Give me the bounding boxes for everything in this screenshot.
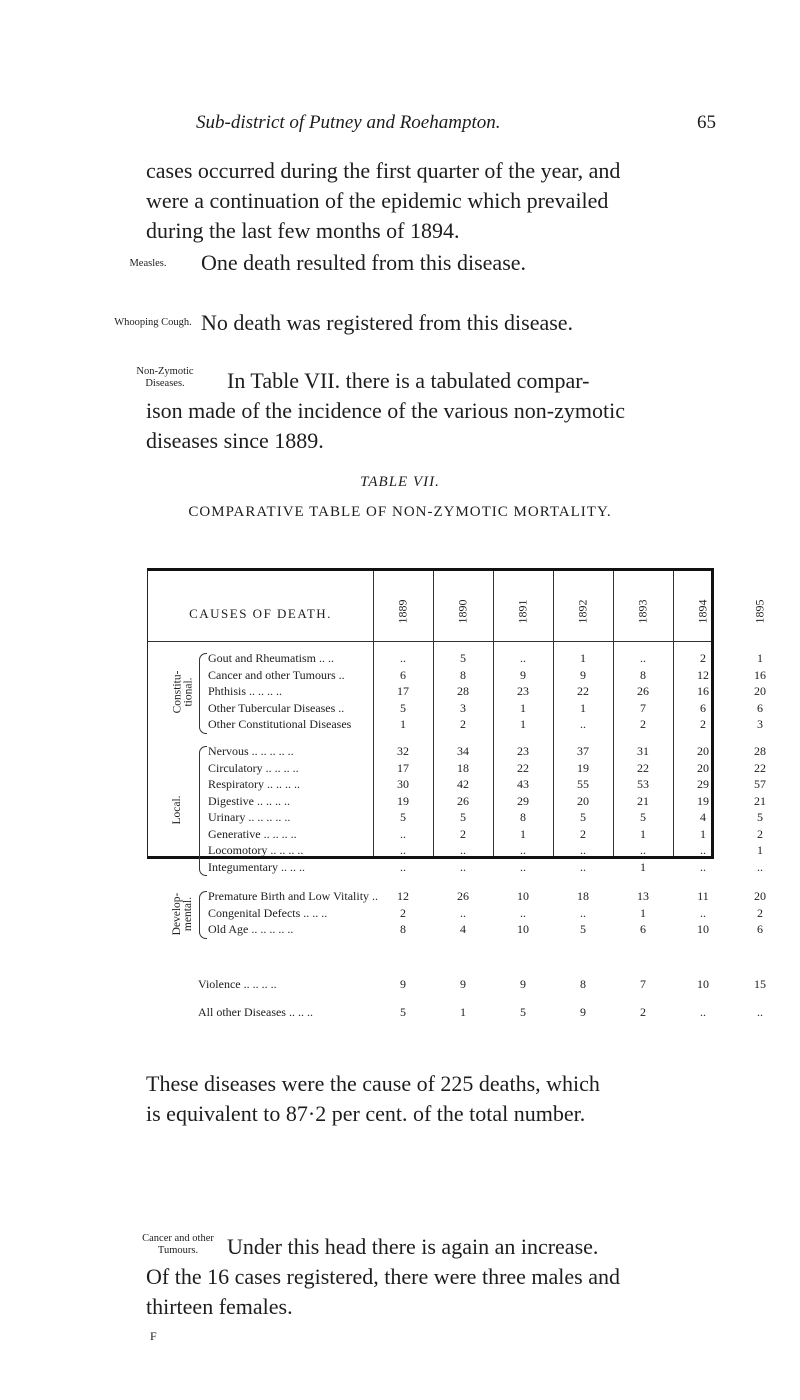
value-cell: 2: [400, 905, 406, 920]
value-cell: 22: [517, 760, 529, 775]
value-cell: 8: [640, 667, 646, 682]
value-cell: 10: [697, 922, 709, 936]
value-cell: 30: [397, 777, 409, 791]
value-cell: 28: [754, 744, 766, 758]
value-cell: 5: [580, 922, 586, 936]
year-label: 1889: [395, 599, 410, 623]
value-cell: 5: [400, 810, 406, 824]
value-cell: 1: [580, 651, 586, 665]
value-cell: ..: [640, 843, 646, 857]
value-cell: ..: [520, 859, 526, 874]
value-cell: 2: [460, 826, 466, 841]
table-title: COMPARATIVE TABLE OF NON-ZYMOTIC MORTALITY.: [188, 504, 612, 520]
value-cell: 8: [400, 922, 406, 936]
value-cell: 23: [517, 684, 529, 698]
cancer-first-line: Under this head there is again an increase.: [227, 1234, 599, 1259]
value-cell: 9: [520, 667, 526, 682]
row-label: Congenital Defects .. .. ..: [208, 905, 328, 920]
year-header: [373, 591, 433, 631]
value-cell: ..: [400, 651, 406, 665]
value-cell: ..: [520, 651, 526, 665]
value-cell: ..: [580, 905, 586, 920]
value-cell: 19: [697, 793, 709, 808]
value-cell: ..: [640, 651, 646, 665]
value-cell: 4: [700, 810, 706, 824]
value-cell: 1: [700, 826, 706, 841]
value-cell: 17: [397, 684, 409, 698]
cancer-margin-label: Cancer and other Tumours.: [142, 1233, 214, 1256]
row-label: Generative .. .. .. ..: [208, 826, 297, 841]
row-label: Premature Birth and Low Vitality ..: [208, 889, 379, 903]
value-cell: ..: [580, 843, 586, 857]
row-label: Nervous .. .. .. .. ..: [208, 744, 294, 758]
value-cell: 17: [397, 760, 409, 775]
non-zymotic-margin-label: Non-Zymotic Diseases.: [136, 366, 194, 389]
value-cell: 5: [460, 651, 466, 665]
value-cell: 1: [757, 651, 763, 665]
value-cell: 26: [457, 889, 469, 903]
value-cell: 22: [754, 760, 766, 775]
value-cell: 32: [397, 744, 409, 758]
row-label: Locomotory .. .. .. ..: [208, 843, 304, 857]
value-cell: 29: [697, 777, 709, 791]
row-label: Phthisis .. .. .. ..: [208, 684, 283, 698]
value-cell: 5: [640, 810, 646, 824]
value-cell: ..: [460, 843, 466, 857]
value-cell: 20: [754, 889, 766, 903]
non-zymotic-paragraph: ison made of the incidence of the various non-zymotic diseases since 1889.: [146, 398, 625, 453]
value-cell: 15: [754, 977, 766, 991]
value-cell: 5: [520, 1005, 526, 1019]
value-cell: 1: [400, 717, 406, 731]
value-cell: 26: [637, 684, 649, 698]
group-brace: [199, 653, 207, 734]
running-title: Sub-district of Putney and Roehampton.: [196, 112, 501, 133]
value-cell: 20: [754, 684, 766, 698]
year-header: [730, 591, 790, 631]
group-label: [172, 744, 198, 876]
value-cell: 18: [457, 760, 469, 775]
value-cell: ..: [700, 905, 706, 920]
value-cell: ..: [700, 859, 706, 874]
year-header: [553, 591, 613, 631]
value-cell: 34: [457, 744, 469, 758]
group-label-part: Constitu-: [171, 670, 183, 714]
year-header: [433, 591, 493, 631]
year-header: [673, 591, 733, 631]
value-cell: 18: [577, 889, 589, 903]
value-cell: 53: [637, 777, 649, 791]
value-cell: 1: [520, 826, 526, 841]
value-cell: 6: [400, 667, 406, 682]
year-label: 1895: [752, 599, 767, 623]
row-label: Digestive .. .. .. ..: [208, 793, 290, 808]
intro-line: cases occurred during the first quarter of the year, and: [146, 158, 621, 183]
group-label-part: Local.: [171, 795, 183, 825]
value-cell: 12: [397, 889, 409, 903]
value-cell: ..: [520, 843, 526, 857]
group-label: [172, 651, 198, 734]
value-cell: 4: [460, 922, 466, 936]
cancer-paragraph: Of the 16 cases registered, there were three males and thirteen females.: [146, 1264, 620, 1319]
group-label-part: Develop-: [171, 892, 183, 936]
value-cell: ..: [580, 717, 586, 731]
row-label: Violence .. .. .. ..: [198, 977, 277, 991]
value-cell: 5: [580, 810, 586, 824]
value-cell: ..: [700, 843, 706, 857]
year-label: 1891: [515, 599, 530, 623]
value-cell: 28: [457, 684, 469, 698]
group-label-part: tional.: [182, 677, 194, 707]
value-cell: 37: [577, 744, 589, 758]
row-label: Gout and Rheumatism .. ..: [208, 651, 334, 665]
row-label: Other Tubercular Diseases ..: [208, 700, 345, 715]
year-label: 1890: [455, 599, 470, 623]
value-cell: ..: [700, 1005, 706, 1019]
year-label: 1892: [575, 599, 590, 623]
group-brace: [199, 746, 207, 876]
group-brace: [199, 891, 207, 939]
row-label: Other Constitutional Diseases: [208, 717, 352, 731]
value-cell: 55: [577, 777, 589, 791]
value-cell: 2: [757, 826, 763, 841]
value-cell: 9: [580, 667, 586, 682]
value-cell: 9: [460, 977, 466, 991]
value-cell: 9: [400, 977, 406, 991]
row-label: Circulatory .. .. .. ..: [208, 760, 299, 775]
value-cell: 1: [460, 1005, 466, 1019]
value-cell: 43: [517, 777, 529, 791]
header-rule: [148, 641, 711, 642]
value-cell: 29: [517, 793, 529, 808]
value-cell: 42: [457, 777, 469, 791]
value-cell: 7: [640, 977, 646, 991]
value-cell: 9: [520, 977, 526, 991]
value-cell: 9: [580, 1005, 586, 1019]
value-cell: 10: [517, 922, 529, 936]
intro-line: were a continuation of the epidemic which prevailed: [146, 188, 609, 213]
value-cell: 10: [517, 889, 529, 903]
year-header: [493, 591, 553, 631]
row-label: Respiratory .. .. .. ..: [208, 777, 300, 791]
row-label: Integumentary .. .. ..: [208, 859, 305, 874]
value-cell: 8: [460, 667, 466, 682]
value-cell: 26: [457, 793, 469, 808]
row-label: All other Diseases .. .. ..: [198, 1005, 313, 1019]
value-cell: ..: [400, 859, 406, 874]
mortality-table: [147, 568, 767, 1019]
value-cell: 8: [580, 977, 586, 991]
value-cell: ..: [520, 905, 526, 920]
value-cell: 20: [577, 793, 589, 808]
value-cell: 2: [700, 717, 706, 731]
page-header: [0, 112, 800, 144]
value-cell: 2: [460, 717, 466, 731]
measles-margin-label: Measles.: [129, 258, 167, 269]
value-cell: 5: [400, 700, 406, 715]
value-cell: 1: [520, 700, 526, 715]
table-caption: TABLE VII.: [360, 474, 440, 490]
year-header: [613, 591, 673, 631]
whooping-cough-text: No death was registered from this disease.: [201, 310, 574, 335]
value-cell: 21: [637, 793, 649, 808]
value-cell: 3: [460, 700, 466, 715]
value-cell: 1: [640, 859, 646, 874]
value-cell: 19: [577, 760, 589, 775]
causes-header: CAUSES OF DEATH.: [189, 606, 332, 621]
page-number: 65: [697, 112, 716, 133]
value-cell: 8: [520, 810, 526, 824]
value-cell: 11: [697, 889, 709, 903]
row-label: Urinary .. .. .. .. ..: [208, 810, 291, 824]
value-cell: 6: [700, 700, 706, 715]
value-cell: 1: [640, 826, 646, 841]
non-zymotic-first-line: In Table VII. there is a tabulated compar-: [227, 368, 590, 393]
value-cell: ..: [580, 859, 586, 874]
value-cell: 1: [640, 905, 646, 920]
value-cell: 1: [757, 843, 763, 857]
value-cell: 2: [580, 826, 586, 841]
value-cell: 10: [697, 977, 709, 991]
value-cell: 3: [757, 717, 763, 731]
value-cell: 20: [697, 744, 709, 758]
whooping-cough-margin-label: Whooping Cough.: [114, 317, 192, 328]
value-cell: 6: [757, 700, 763, 715]
value-cell: ..: [757, 1005, 763, 1019]
value-cell: 1: [520, 717, 526, 731]
value-cell: 5: [400, 1005, 406, 1019]
value-cell: 12: [697, 667, 709, 682]
row-label: Old Age .. .. .. .. ..: [208, 922, 294, 936]
year-label: 1894: [695, 599, 710, 623]
intro-line: during the last few months of 1894.: [146, 218, 460, 243]
value-cell: ..: [400, 843, 406, 857]
value-cell: ..: [460, 859, 466, 874]
value-cell: 5: [757, 810, 763, 824]
value-cell: 13: [637, 889, 649, 903]
value-cell: 2: [640, 1005, 646, 1019]
value-cell: 31: [637, 744, 649, 758]
value-cell: 2: [757, 905, 763, 920]
value-cell: 20: [697, 760, 709, 775]
summary-paragraph: These diseases were the cause of 225 deaths, which is equivalent to 87·2 per cent. of the total number.: [146, 1071, 600, 1126]
signature-mark: F: [150, 1329, 157, 1343]
value-cell: 2: [640, 717, 646, 731]
value-cell: 21: [754, 793, 766, 808]
row-label: Cancer and other Tumours ..: [208, 667, 345, 682]
value-cell: 6: [640, 922, 646, 936]
value-cell: ..: [400, 826, 406, 841]
value-cell: 5: [460, 810, 466, 824]
value-cell: 16: [697, 684, 709, 698]
group-label: [172, 889, 198, 939]
value-cell: ..: [460, 905, 466, 920]
value-cell: 16: [754, 667, 766, 682]
measles-text: One death resulted from this disease.: [201, 250, 527, 275]
value-cell: 2: [700, 651, 706, 665]
group-label-part: mental.: [182, 896, 194, 931]
value-cell: 57: [754, 777, 766, 791]
value-cell: ..: [757, 859, 763, 874]
value-cell: 19: [397, 793, 409, 808]
intro-paragraph: [146, 156, 712, 246]
year-label: 1893: [635, 599, 650, 623]
value-cell: 22: [577, 684, 589, 698]
value-cell: 22: [637, 760, 649, 775]
value-cell: 23: [517, 744, 529, 758]
value-cell: 1: [580, 700, 586, 715]
value-cell: 6: [757, 922, 763, 936]
value-cell: 7: [640, 700, 646, 715]
